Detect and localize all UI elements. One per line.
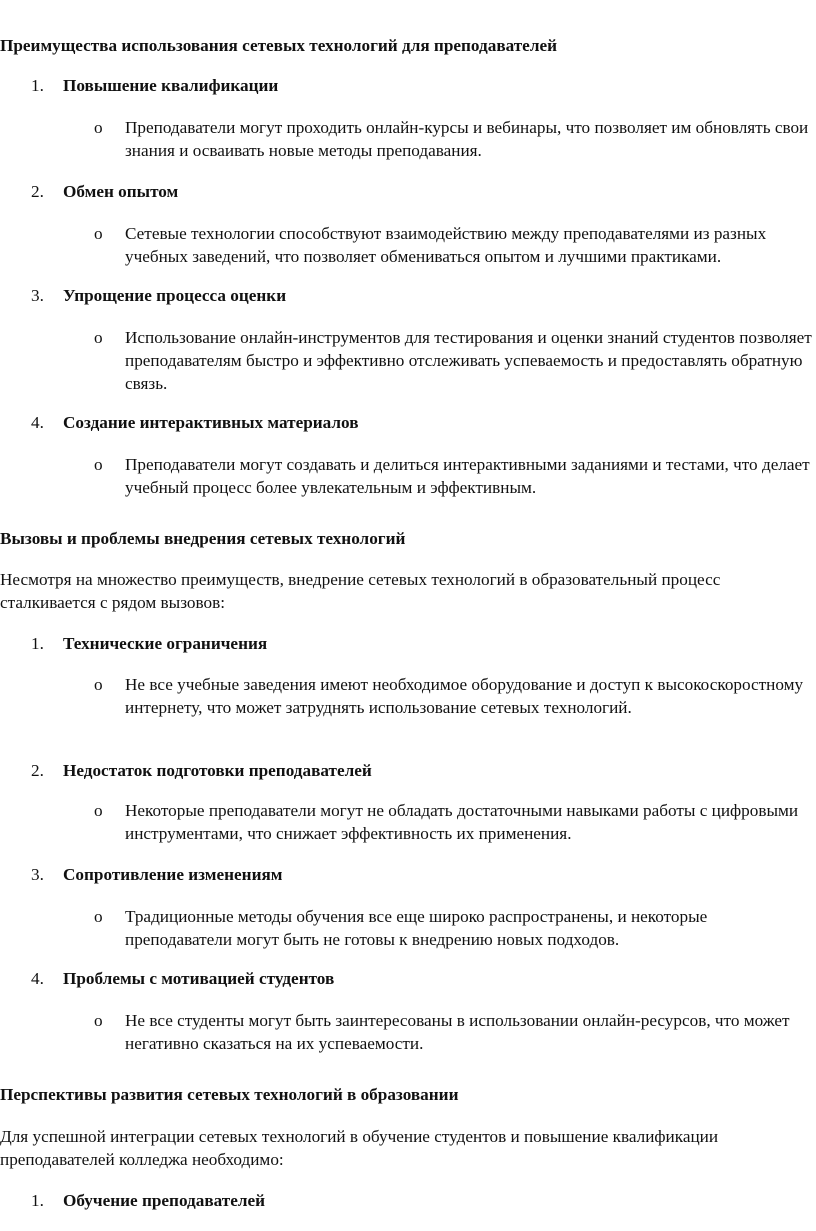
bullet-item <box>0 116 816 162</box>
bullet-marker: o <box>94 118 103 137</box>
bullet-item <box>0 799 816 845</box>
section-heading: Вызовы и проблемы внедрения сетевых технологий <box>0 529 406 548</box>
bullet-text: Сетевые технологии способствуют взаимодействию между преподавателями из разных учебных заведений, что позволяет обмениваться опытом и лучшими практиками. <box>125 224 767 266</box>
list-item-title: Упрощение процесса оценки <box>63 286 287 305</box>
bullet-item <box>0 673 816 719</box>
bullet-marker: o <box>94 328 103 347</box>
bullet-item <box>0 905 816 951</box>
list-item-title: Обучение преподавателей <box>63 1191 266 1210</box>
section-heading: Перспективы развития сетевых технологий в образовании <box>0 1085 459 1104</box>
bullet-marker: o <box>94 675 103 694</box>
bullet-item <box>0 222 816 268</box>
list-number: 1. <box>31 76 44 95</box>
list-number: 1. <box>31 1191 44 1210</box>
bullet-marker: o <box>94 224 103 243</box>
list-item-title: Недостаток подготовки преподавателей <box>63 761 372 780</box>
list-number: 2. <box>31 182 44 201</box>
bullet-marker: o <box>94 1011 103 1030</box>
bullet-text: Некоторые преподаватели могут не обладать достаточными навыками работы с цифровыми инструментами, что снижает эффективность их применения. <box>125 801 799 843</box>
bullet-text: Использование онлайн-инструментов для тестирования и оценки знаний студентов позволяет преподавателям быстро и эффективно отслеживать успеваемость и предоставлять обратную связь. <box>125 328 812 393</box>
bullet-marker: o <box>94 801 103 820</box>
list-item <box>0 863 816 886</box>
bullet-item <box>0 453 816 499</box>
list-item <box>0 967 816 990</box>
list-number: 3. <box>31 286 44 305</box>
list-item <box>0 284 816 307</box>
list-item-title: Проблемы с мотивацией студентов <box>63 969 335 988</box>
section-heading: Преимущества использования сетевых технологий для преподавателей <box>0 36 557 55</box>
list-item <box>0 74 816 97</box>
bullet-marker: o <box>94 455 103 474</box>
list-item-title: Повышение квалификации <box>63 76 279 95</box>
bullet-text: Традиционные методы обучения все еще широко распространены, и некоторые преподаватели могут быть не готовы к внедрению новых подходов. <box>125 907 708 949</box>
bullet-text: Преподаватели могут создавать и делиться интерактивными заданиями и тестами, что делает учебный процесс более увлекательным и эффективным. <box>125 455 810 497</box>
list-number: 3. <box>31 865 44 884</box>
list-number: 4. <box>31 969 44 988</box>
bullet-text: Не все студенты могут быть заинтересованы в использовании онлайн-ресурсов, что может негативно сказаться на их успеваемости. <box>125 1011 790 1053</box>
list-item <box>0 632 816 655</box>
list-item <box>0 759 816 782</box>
list-item-title: Технические ограничения <box>63 634 268 653</box>
list-item-title: Сопротивление изменениям <box>63 865 283 884</box>
list-number: 4. <box>31 413 44 432</box>
bullet-text: Преподаватели могут проходить онлайн-курсы и вебинары, что позволяет им обновлять свои знания и осваивать новые методы преподавания. <box>125 118 809 160</box>
list-item-title: Обмен опытом <box>63 182 179 201</box>
list-number: 1. <box>31 634 44 653</box>
bullet-item <box>0 326 816 395</box>
list-item-title: Создание интерактивных материалов <box>63 413 359 432</box>
bullet-marker: o <box>94 907 103 926</box>
bullet-item <box>0 1009 816 1055</box>
intro-paragraph: Для успешной интеграции сетевых технологий в обучение студентов и повышение квалификации преподавателей колледжа необходимо: <box>0 1127 719 1169</box>
list-item <box>0 180 816 203</box>
bullet-text: Не все учебные заведения имеют необходимое оборудование и доступ к высокоскоростному интернету, что может затруднять использование сетевых технологий. <box>125 675 804 717</box>
intro-paragraph: Несмотря на множество преимуществ, внедрение сетевых технологий в образовательный процесс сталкивается с рядом вызовов: <box>0 570 721 612</box>
list-item <box>0 411 816 434</box>
list-item <box>0 1189 816 1212</box>
list-number: 2. <box>31 761 44 780</box>
